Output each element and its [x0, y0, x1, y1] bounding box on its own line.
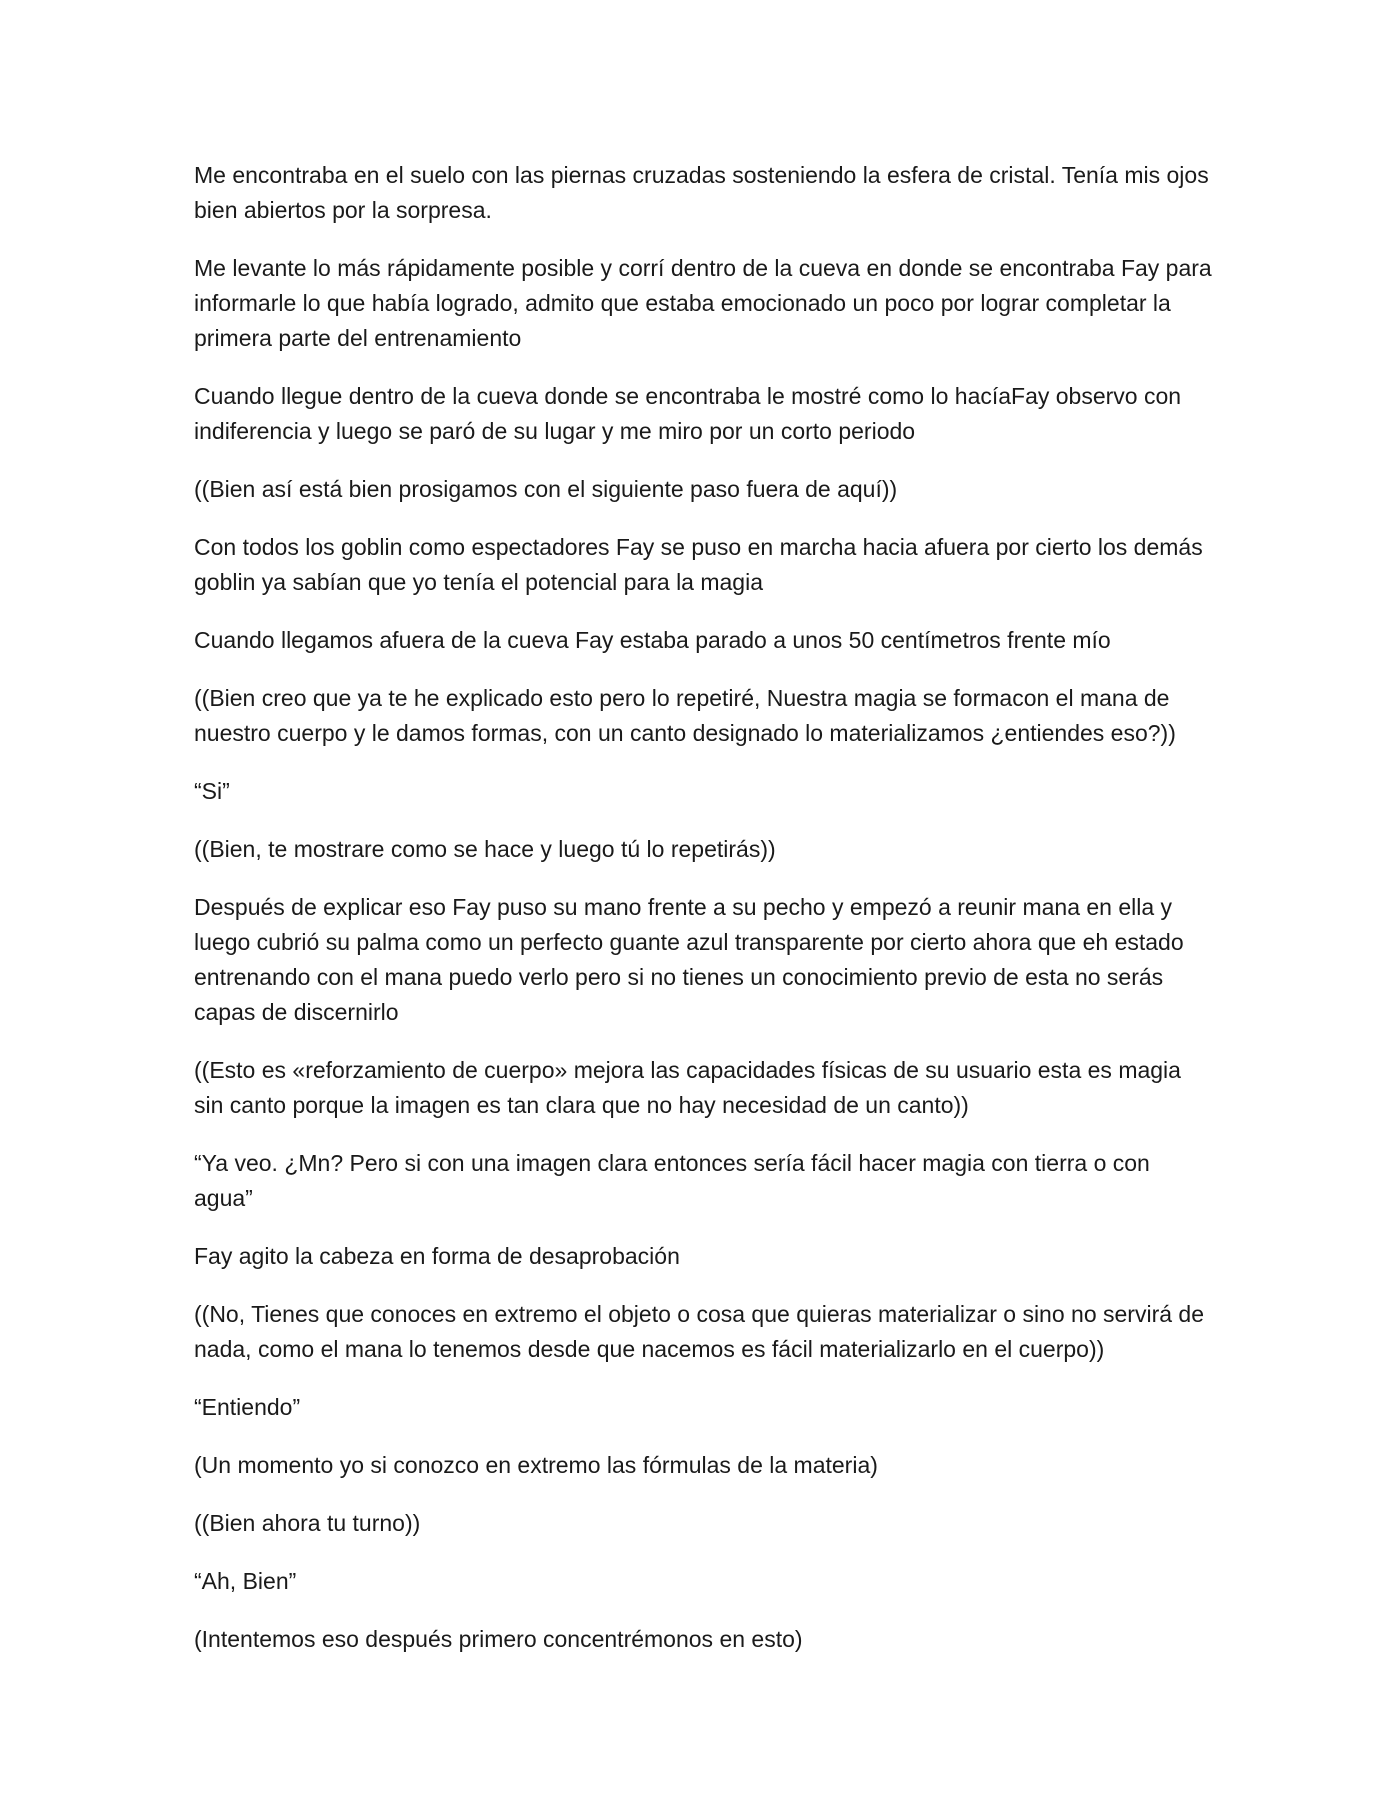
paragraph-9: ((Bien, te mostrare como se hace y luego tú lo repetirás)): [194, 836, 776, 862]
paragraph-7: ((Bien creo que ya te he explicado esto pero lo repetiré, Nuestra magia se formacon el mana de nuestro cuerpo y le damos formas, con un canto designado lo materializamos ¿entiendes eso?)): [194, 685, 1176, 746]
paragraph-13: Fay agito la cabeza en forma de desaprobación: [194, 1243, 680, 1269]
paragraph-11: ((Esto es «reforzamiento de cuerpo» mejora las capacidades físicas de su usuario esta es magia sin canto porque la imagen es tan clara que no hay necesidad de un canto)): [194, 1057, 1181, 1118]
paragraph-8: “Si”: [194, 778, 230, 804]
paragraph-10: Después de explicar eso Fay puso su mano frente a su pecho y empezó a reunir mana en ella y luego cubrió su palma como un perfecto guante azul transparente por cierto ahora que eh estado entrenando con el mana puedo verlo pero si no tienes un conocimiento previo de esta no serás capas de discernirlo: [194, 894, 1184, 1025]
paragraph-3: Cuando llegue dentro de la cueva donde se encontraba le mostré como lo hacíaFay observo con indiferencia y luego se paró de su lugar y me miro por un corto periodo: [194, 383, 1182, 444]
paragraph-1: Me encontraba en el suelo con las piernas cruzadas sosteniendo la esfera de cristal. Tenía mis ojos bien abiertos por la sorpresa.: [194, 162, 1209, 223]
document-body: [194, 158, 1214, 1680]
paragraph-16: (Un momento yo si conozco en extremo las fórmulas de la materia): [194, 1452, 878, 1478]
paragraph-15: “Entiendo”: [194, 1394, 301, 1420]
paragraph-5: Con todos los goblin como espectadores Fay se puso en marcha hacia afuera por cierto los demás goblin ya sabían que yo tenía el potencial para la magia: [194, 534, 1203, 595]
paragraph-2: Me levante lo más rápidamente posible y corrí dentro de la cueva en donde se encontraba Fay para informarle lo que había logrado, admito que estaba emocionado un poco por lograr completar la primera parte del entrenamiento: [194, 255, 1212, 351]
paragraph-18: “Ah, Bien”: [194, 1568, 297, 1594]
paragraph-12: “Ya veo. ¿Mn? Pero si con una imagen clara entonces sería fácil hacer magia con tierra o con agua”: [194, 1150, 1150, 1211]
paragraph-14: ((No, Tienes que conoces en extremo el objeto o cosa que quieras materializar o sino no servirá de nada, como el mana lo tenemos desde que nacemos es fácil materializarlo en el cuerpo)): [194, 1301, 1204, 1362]
paragraph-19: (Intentemos eso después primero concentrémonos en esto): [194, 1626, 803, 1652]
paragraph-17: ((Bien ahora tu turno)): [194, 1510, 421, 1536]
paragraph-6: Cuando llegamos afuera de la cueva Fay estaba parado a unos 50 centímetros frente mío: [194, 627, 1111, 653]
paragraph-4: ((Bien así está bien prosigamos con el siguiente paso fuera de aquí)): [194, 476, 898, 502]
